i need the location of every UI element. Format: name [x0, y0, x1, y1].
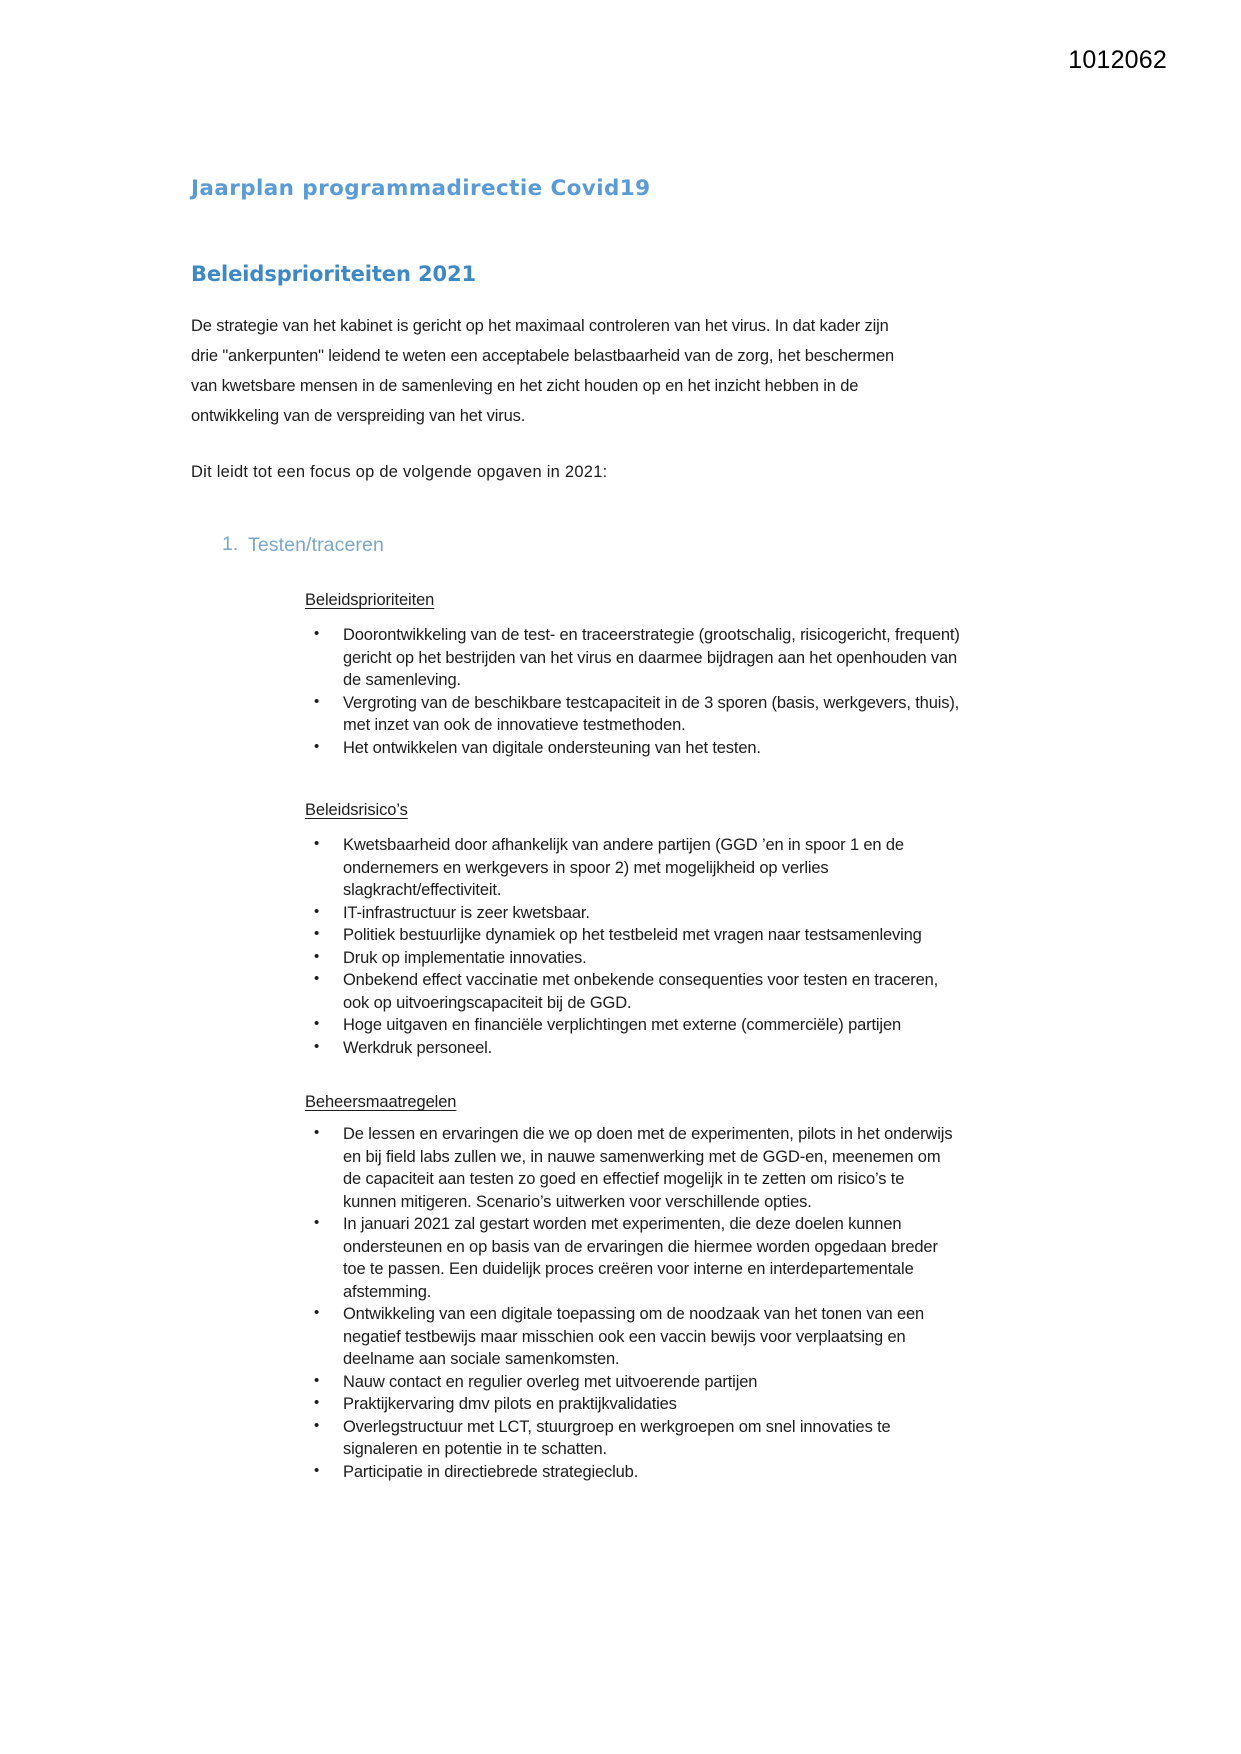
bullet-list-beleidsprioriteiten — [305, 624, 961, 759]
list-item: • Kwetsbaarheid door afhankelijk van andere partijen (GGD ’en in spoor 1 en de ondernemers en werkgevers in spoor 2) met mogelijkheid op verlies slagkracht/effectiviteit. — [305, 834, 961, 902]
bullet-list-beleidsrisicos — [305, 834, 961, 1059]
sub-heading-wrap — [305, 591, 961, 610]
intro-paragraph: De strategie van het kabinet is gericht op het maximaal controleren van het virus. In dat kader zijn drie "ankerpunten" leidend te weten een acceptabele belastbaarheid van de zorg, het beschermen van kwetsbare mensen in de samenleving en het zicht houden op en het inzicht hebben in de ontwikkeling van de verspreiding van het virus. — [191, 316, 895, 425]
subsection-beleidsrisicos — [305, 801, 961, 1059]
list-number: 1. — [222, 532, 239, 555]
list-item: • In januari 2021 zal gestart worden met experimenten, die deze doelen kunnen ondersteunen en op basis van de ervaringen die hiermee worden opgedaan breder toe te passen. Een duidelijk proces creëren voor interne en interdepartementale afstemming. — [305, 1213, 961, 1303]
list-item: • Praktijkervaring dmv pilots en praktijkvalidaties — [305, 1393, 961, 1416]
list-item: • Onbekend effect vaccinatie met onbekende consequenties voor testen en traceren, ook op uitvoeringscapaciteit bij de GGD. — [305, 969, 961, 1014]
list-item: • Politiek bestuurlijke dynamiek op het testbeleid met vragen naar testsamenleving — [305, 924, 961, 947]
list-item: • De lessen en ervaringen die we op doen met de experimenten, pilots in het onderwijs en bij field labs zullen we, in nauwe samenwerking met de GGD-en, meenemen om de capaciteit aan testen zo goed en effectief mogelijk in te zetten om risico’s te kunnen mitigeren. Scenario’s uitwerken voor verschillende opties. — [305, 1123, 961, 1213]
document-title: Jaarplan programmadirectie Covid19 — [191, 176, 651, 201]
subsection-beleidsprioriteiten — [305, 591, 961, 759]
list-item-title: Testen/traceren — [248, 533, 384, 556]
list-item: • Ontwikkeling van een digitale toepassing om de noodzaak van het tonen van een negatief testbewijs maar misschien ook een vaccin bewijs voor verplaatsing en deelname aan sociale samenkomsten. — [305, 1303, 961, 1371]
list-item: • IT-infrastructuur is zeer kwetsbaar. — [305, 902, 961, 925]
document-content — [191, 176, 961, 1483]
lead-in-paragraph: Dit leidt tot een focus op de volgende opgaven in 2021: — [191, 462, 608, 481]
list-item: • Overlegstructuur met LCT, stuurgroep en werkgroepen om snel innovaties te signaleren en potentie in te schatten. — [305, 1416, 961, 1461]
sub-heading: Beleidsprioriteiten — [305, 591, 435, 610]
list-item-testen-traceren — [191, 533, 961, 1483]
list-item: • Druk op implementatie innovaties. — [305, 947, 961, 970]
opgaven-list — [191, 533, 961, 1483]
list-item: • Werkdruk personeel. — [305, 1037, 961, 1060]
list-item: • Participatie in directiebrede strategieclub. — [305, 1461, 961, 1484]
sub-heading-wrap — [305, 1093, 961, 1112]
sub-heading: Beleidsrisico’s — [305, 801, 408, 820]
list-item: • Nauw contact en regulier overleg met uitvoerende partijen — [305, 1371, 961, 1394]
list-item: • Het ontwikkelen van digitale ondersteuning van het testen. — [305, 737, 961, 760]
list-item: • Vergroting van de beschikbare testcapaciteit in de 3 sporen (basis, werkgevers, thuis), met inzet van ook de innovatieve testmethoden. — [305, 692, 961, 737]
page-number: 1012062 — [1068, 46, 1167, 74]
subsection-beheersmaatregelen — [305, 1093, 961, 1483]
sub-heading-wrap — [305, 801, 961, 820]
section-heading: Beleidsprioriteiten 2021 — [191, 261, 477, 286]
sub-heading: Beheersmaatregelen — [305, 1093, 457, 1112]
list-item: • Doorontwikkeling van de test- en traceerstrategie (grootschalig, risicogericht, frequent) gericht op het bestrijden van het virus en daarmee bijdragen aan het openhouden van de samenleving. — [305, 624, 961, 692]
bullet-list-beheersmaatregelen — [305, 1123, 961, 1483]
list-item: • Hoge uitgaven en financiële verplichtingen met externe (commerciële) partijen — [305, 1014, 961, 1037]
